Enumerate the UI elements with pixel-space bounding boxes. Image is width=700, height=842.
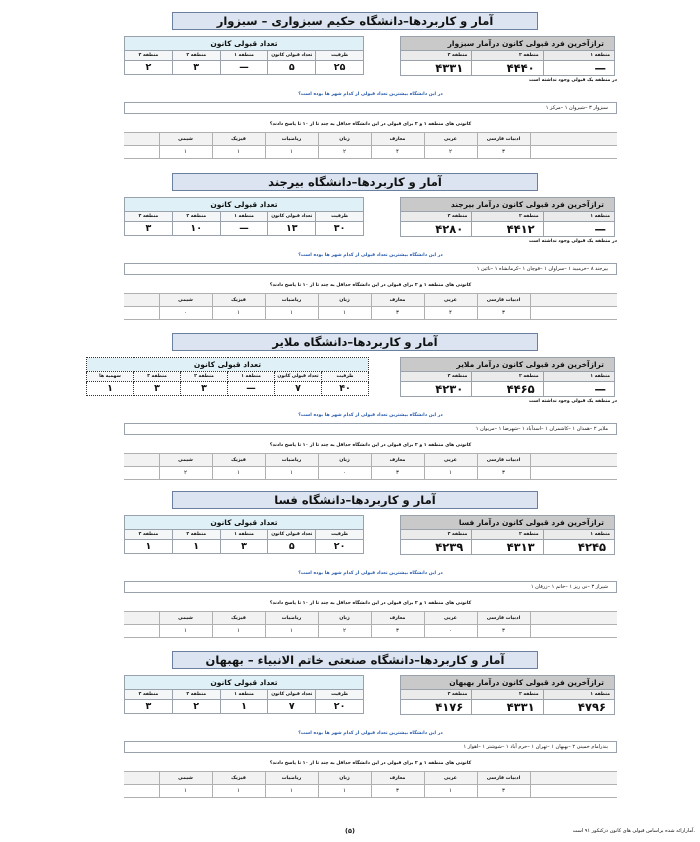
cell-value: ۱: [220, 700, 268, 714]
subject-value: ۴: [424, 307, 477, 320]
acceptance-count-table: [124, 675, 364, 714]
subject-value: ۱: [212, 785, 265, 798]
subject-value: ۰: [318, 467, 371, 480]
last-rank-table: [400, 36, 615, 76]
column-header: منطقه ۳: [125, 530, 173, 540]
table-caption: ترازآخرین فرد قبولی کانون درآمار بهبهان: [401, 676, 615, 690]
column-header: منطقه ۳: [134, 372, 181, 382]
section-title: آمار و کاربردها–دانشگاه بیرجند: [172, 173, 538, 191]
cell-value: ۴۰: [322, 382, 369, 396]
subject-value: ۴: [371, 146, 424, 159]
acceptance-count-table: [124, 197, 364, 236]
table-caption: ترازآخرین فرد قبولی کانون درآمار فسا: [401, 516, 615, 530]
subject-header: عربی: [424, 454, 477, 467]
question-subjects: کانونی های منطقه ۱ و ۲ برای قبولی در این دانشگاه حداقل به چند تا از ۱۰ تا پاسخ دادند؟: [269, 601, 472, 606]
subject-answers-table: [124, 132, 617, 159]
section-title: آمار و کاربردها–دانشگاه صنعتی خاتم الانبیاء – بهبهان: [172, 651, 538, 669]
subject-header: زبان: [318, 294, 371, 307]
cell-value: ۴۲۳۹: [401, 540, 472, 555]
question-top-cities: در این دانشگاه بیشترین تعداد قبولی از کدام شهر ها بوده است؟: [298, 92, 443, 97]
subject-header: معارف: [371, 294, 424, 307]
subject-header: فیزیک: [212, 772, 265, 785]
column-header: ظرفیت: [316, 212, 364, 222]
cell-value: ۴۳۳۱: [401, 61, 472, 76]
table-caption: ترازآخرین فرد قبولی کانون درآمار ملایر: [401, 358, 615, 372]
table-caption: تعداد قبولی کانون: [87, 358, 369, 372]
page-number: (۵): [345, 827, 355, 835]
subject-header: معارف: [371, 772, 424, 785]
cell-value: ۳: [125, 222, 173, 236]
subject-header: شیمی: [159, 454, 212, 467]
cell-value: ۴۷۹۶: [543, 700, 614, 715]
subject-value: ۳: [371, 467, 424, 480]
column-header: منطقه ۲: [172, 690, 220, 700]
subject-value: ۱: [159, 785, 212, 798]
cell-value: ۴۴۴۰: [472, 61, 543, 76]
column-header: تعداد قبولی کانون: [268, 690, 316, 700]
cities-answer: ملایر ۲ –همدان ۱ –کاشمران ۱ –اسدآباد ۱ –شهرضا ۱ –مریوان ۱: [124, 423, 617, 435]
cell-value: ۳: [134, 382, 181, 396]
cell-value: ۴۲۴۵: [543, 540, 614, 555]
cell-value: —: [220, 222, 268, 236]
section-title: آمار و کاربردها–دانشگاه ملایر: [172, 333, 538, 351]
cell-value: ۲۵: [316, 61, 364, 75]
subject-header: معارف: [371, 454, 424, 467]
subject-header: شیمی: [159, 612, 212, 625]
cell-value: —: [228, 382, 275, 396]
cities-answer: شیراز ۳ –نی ریز ۱ –خاتم ۱ –زرقان ۱: [124, 581, 617, 593]
cell-value: ۴۴۶۵: [472, 382, 543, 397]
subject-value: ۳: [477, 467, 530, 480]
subject-header: ادبیات فارسی: [477, 294, 530, 307]
subject-value: ۱: [318, 785, 371, 798]
footer-note: آمارارائه شده براساس قبولی های کانون درکنکور ۹۱ است.: [572, 828, 695, 834]
subject-value: ۱: [212, 625, 265, 638]
cell-value: —: [220, 61, 268, 75]
cities-answer: سبزوار ۳ –شیروان ۱ –مرکز ۱: [124, 102, 617, 114]
question-subjects: کانونی های منطقه ۱ و ۲ برای قبولی در این دانشگاه حداقل به چند تا از ۱۰ تا پاسخ دادند؟: [269, 761, 472, 766]
subject-header: عربی: [424, 294, 477, 307]
question-subjects: کانونی های منطقه ۱ و ۲ برای قبولی در این دانشگاه حداقل به چند تا از ۱۰ تا پاسخ دادند؟: [269, 283, 472, 288]
subject-value: ۳: [477, 146, 530, 159]
region-note: در منطقه یک قبولی وجود نداشته است: [529, 399, 617, 404]
subject-value: ۱: [159, 625, 212, 638]
subject-header: ادبیات فارسی: [477, 612, 530, 625]
column-header: منطقه ۲: [172, 212, 220, 222]
subject-value: ۰: [159, 307, 212, 320]
table-caption: تعداد قبولی کانون: [125, 198, 364, 212]
subject-value: ۳: [371, 307, 424, 320]
column-header: منطقه ۲: [472, 51, 543, 61]
question-top-cities: در این دانشگاه بیشترین تعداد قبولی از کدام شهر ها بوده است؟: [298, 413, 443, 418]
table-caption: تعداد قبولی کانون: [125, 516, 364, 530]
subject-value: ۳: [477, 625, 530, 638]
cell-value: ۵: [268, 540, 316, 554]
subject-value: ۱: [265, 307, 318, 320]
subject-header: شیمی: [159, 294, 212, 307]
cell-value: ۴۴۱۲: [472, 222, 543, 237]
subject-header: عربی: [424, 772, 477, 785]
cell-value: ۴۲۸۰: [401, 222, 472, 237]
subject-header: ریاضیات: [265, 133, 318, 146]
column-header: سهمیه ها: [87, 372, 134, 382]
subject-header: زبان: [318, 612, 371, 625]
subject-header: معارف: [371, 133, 424, 146]
subject-value: ۱: [424, 785, 477, 798]
subject-value: ۱: [212, 467, 265, 480]
subject-value: ۱: [212, 307, 265, 320]
section-title: آمار و کاربردها–دانشگاه فسا: [172, 491, 538, 509]
column-header: منطقه ۳: [401, 372, 472, 382]
subject-header: زبان: [318, 454, 371, 467]
subject-header: فیزیک: [212, 612, 265, 625]
subject-header: ریاضیات: [265, 772, 318, 785]
column-header: منطقه ۳: [125, 212, 173, 222]
column-header: منطقه ۱: [543, 690, 614, 700]
column-header: منطقه ۱: [220, 51, 268, 61]
subject-value: ۱: [212, 146, 265, 159]
cell-value: ۴۲۳۰: [401, 382, 472, 397]
subject-value: ۲: [318, 625, 371, 638]
acceptance-count-table: [86, 357, 369, 396]
subject-value: ۳: [477, 307, 530, 320]
acceptance-count-table: [124, 36, 364, 75]
subject-value: ۱: [265, 146, 318, 159]
column-header: منطقه ۱: [220, 530, 268, 540]
cell-value: ۲۰: [316, 540, 364, 554]
subject-header: ادبیات فارسی: [477, 133, 530, 146]
cell-value: ۱: [125, 540, 173, 554]
column-header: منطقه ۲: [472, 372, 543, 382]
subject-value: ۳: [477, 785, 530, 798]
question-subjects: کانونی های منطقه ۱ و ۲ برای قبولی در این دانشگاه حداقل به چند تا از ۱۰ تا پاسخ دادند؟: [269, 443, 472, 448]
region-note: در منطقه یک قبولی وجود نداشته است: [529, 239, 617, 244]
column-header: منطقه ۳: [401, 690, 472, 700]
cities-answer: بندرامام خمینی ۲ –بهبهان ۱ –تهران ۱ –خرم آباد ۱ –شوشتر ۱ –اهواز ۱: [124, 741, 617, 753]
cell-value: ۵: [268, 61, 316, 75]
column-header: تعداد قبولی کانون: [268, 530, 316, 540]
subject-header: ریاضیات: [265, 612, 318, 625]
subject-value: ۲: [318, 146, 371, 159]
cell-value: —: [543, 61, 614, 76]
acceptance-count-table: [124, 515, 364, 554]
subject-header: معارف: [371, 612, 424, 625]
column-header: منطقه ۲: [472, 212, 543, 222]
subject-value: ۱: [424, 467, 477, 480]
subject-value: ۱: [159, 146, 212, 159]
subject-value: ۲: [424, 146, 477, 159]
column-header: منطقه ۳: [401, 51, 472, 61]
cell-value: ۱: [172, 540, 220, 554]
column-header: منطقه ۳: [401, 530, 472, 540]
subject-header: زبان: [318, 772, 371, 785]
cell-value: ۳۰: [316, 222, 364, 236]
question-top-cities: در این دانشگاه بیشترین تعداد قبولی از کدام شهر ها بوده است؟: [298, 571, 443, 576]
table-caption: ترازآخرین فرد قبولی کانون درآمار بیرجند: [401, 198, 615, 212]
column-header: منطقه ۱: [543, 212, 614, 222]
column-header: منطقه ۲: [172, 51, 220, 61]
section-title: آمار و کاربردها–دانشگاه حکیم سبزواری – سبزوار: [172, 12, 538, 30]
cell-value: —: [543, 222, 614, 237]
last-rank-table: [400, 675, 615, 715]
column-header: منطقه ۳: [125, 51, 173, 61]
cell-value: ۴۱۷۶: [401, 700, 472, 715]
subject-header: شیمی: [159, 133, 212, 146]
last-rank-table: [400, 357, 615, 397]
subject-value: ۳: [371, 785, 424, 798]
cell-value: ۱: [87, 382, 134, 396]
subject-answers-table: [124, 611, 617, 638]
column-header: منطقه ۱: [220, 212, 268, 222]
cell-value: ۳: [172, 61, 220, 75]
column-header: منطقه ۱: [220, 690, 268, 700]
subject-header: ریاضیات: [265, 294, 318, 307]
column-header: منطقه ۱: [228, 372, 275, 382]
cell-value: ۲: [125, 61, 173, 75]
column-header: تعداد قبولی کانون: [268, 212, 316, 222]
cell-value: ۴۳۳۱: [472, 700, 543, 715]
question-top-cities: در این دانشگاه بیشترین تعداد قبولی از کدام شهر ها بوده است؟: [298, 731, 443, 736]
question-subjects: کانونی های منطقه ۱ و ۲ برای قبولی در این دانشگاه حداقل به چند تا از ۱۰ تا پاسخ دادند؟: [269, 122, 472, 127]
cell-value: ۲: [172, 700, 220, 714]
subject-header: ریاضیات: [265, 454, 318, 467]
subject-header: زبان: [318, 133, 371, 146]
column-header: منطقه ۲: [472, 690, 543, 700]
subject-header: عربی: [424, 133, 477, 146]
cell-value: ۳: [220, 540, 268, 554]
column-header: منطقه ۳: [125, 690, 173, 700]
table-caption: تعداد قبولی کانون: [125, 676, 364, 690]
subject-header: ادبیات فارسی: [477, 454, 530, 467]
cell-value: ۱۰: [172, 222, 220, 236]
cell-value: ۲۰: [316, 700, 364, 714]
cell-value: ۳: [181, 382, 228, 396]
column-header: ظرفیت: [316, 690, 364, 700]
column-header: تعداد قبولی کانون: [275, 372, 322, 382]
cell-value: ۷: [275, 382, 322, 396]
subject-header: عربی: [424, 612, 477, 625]
subject-answers-table: [124, 771, 617, 798]
cities-answer: بیرجند ۸ –خرمبید ۱ –سراوان ۱ –قوچان ۱ –کرمانشاه ۱ –نائین ۱: [124, 263, 617, 275]
last-rank-table: [400, 515, 615, 555]
column-header: منطقه ۳: [401, 212, 472, 222]
column-header: منطقه ۱: [543, 51, 614, 61]
table-caption: تعداد قبولی کانون: [125, 37, 364, 51]
column-header: منطقه ۲: [172, 530, 220, 540]
column-header: منطقه ۱: [543, 530, 614, 540]
subject-header: ادبیات فارسی: [477, 772, 530, 785]
subject-value: ۳: [371, 625, 424, 638]
table-caption: ترازآخرین فرد قبولی کانون درآمار سبزوار: [401, 37, 615, 51]
cell-value: ۱۳: [268, 222, 316, 236]
subject-header: فیزیک: [212, 454, 265, 467]
subject-value: ۱: [265, 785, 318, 798]
last-rank-table: [400, 197, 615, 237]
subject-value: ۱: [318, 307, 371, 320]
column-header: منطقه ۱: [543, 372, 614, 382]
subject-header: شیمی: [159, 772, 212, 785]
column-header: منطقه ۲: [181, 372, 228, 382]
cell-value: ۴۳۱۳: [472, 540, 543, 555]
column-header: منطقه ۲: [472, 530, 543, 540]
column-header: ظرفیت: [316, 51, 364, 61]
subject-answers-table: [124, 453, 617, 480]
subject-header: فیزیک: [212, 294, 265, 307]
cell-value: —: [543, 382, 614, 397]
column-header: ظرفیت: [316, 530, 364, 540]
cell-value: ۷: [268, 700, 316, 714]
subject-value: ۱: [265, 625, 318, 638]
subject-answers-table: [124, 293, 617, 320]
subject-header: فیزیک: [212, 133, 265, 146]
region-note: در منطقه یک قبولی وجود نداشته است: [529, 78, 617, 83]
subject-value: ۰: [424, 625, 477, 638]
question-top-cities: در این دانشگاه بیشترین تعداد قبولی از کدام شهر ها بوده است؟: [298, 253, 443, 258]
cell-value: ۳: [125, 700, 173, 714]
subject-value: ۲: [159, 467, 212, 480]
column-header: تعداد قبولی کانون: [268, 51, 316, 61]
subject-value: ۱: [265, 467, 318, 480]
column-header: ظرفیت: [322, 372, 369, 382]
